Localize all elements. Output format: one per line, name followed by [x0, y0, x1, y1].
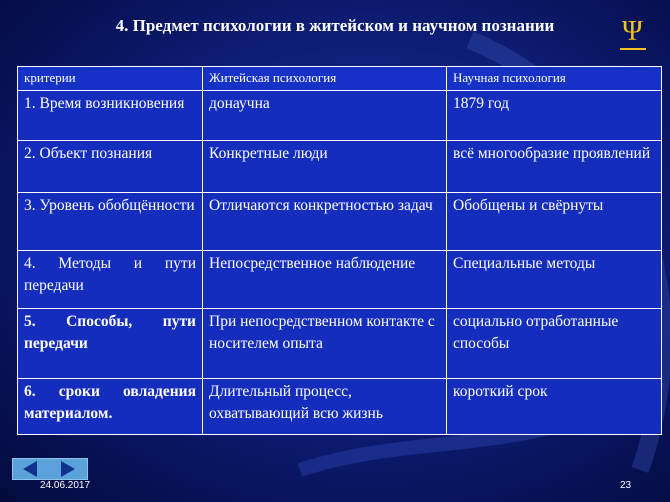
criterion-cell: 1. Время возникновения: [18, 91, 203, 141]
criterion-cell: 4. Методы и пути передачи: [18, 251, 203, 309]
scientific-cell: всё многообразие проявлений: [447, 141, 662, 193]
criterion-cell: 3. Уровень обобщённости: [18, 193, 203, 251]
comparison-table: [17, 66, 662, 435]
criterion-cell: 2. Объект познания: [18, 141, 203, 193]
header-cell-criteria: критерии: [18, 67, 203, 91]
table-row: [18, 379, 662, 435]
header-cell-everyday: Житейская психология: [203, 67, 447, 91]
scientific-cell: короткий срок: [447, 379, 662, 435]
header-cell-scientific: Научная психология: [447, 67, 662, 91]
table-row: [18, 141, 662, 193]
scientific-cell: социально отработанные способы: [447, 309, 662, 379]
everyday-cell: Отличаются конкретностью задач: [203, 193, 447, 251]
criterion-cell: 5. Способы, пути передачи: [18, 309, 203, 379]
table-row: [18, 91, 662, 141]
table-row: [18, 309, 662, 379]
everyday-cell: Длительный процесс, охватывающий всю жизнь: [203, 379, 447, 435]
psi-logo-icon: Ψ: [622, 16, 643, 47]
slide-date: 24.06.2017: [40, 480, 91, 491]
page-number: 23: [620, 480, 632, 491]
arrow-left-icon[interactable]: [23, 461, 37, 477]
table-header-row: [18, 67, 662, 91]
table-row: [18, 193, 662, 251]
arrow-right-icon[interactable]: [61, 461, 75, 477]
everyday-cell: При непосредственном контакте с носителем опыта: [203, 309, 447, 379]
everyday-cell: Непосредственное наблюдение: [203, 251, 447, 309]
everyday-cell: Конкретные люди: [203, 141, 447, 193]
scientific-cell: Обобщены и свёрнуты: [447, 193, 662, 251]
everyday-cell: донаучна: [203, 91, 447, 141]
slide-title: 4. Предмет психологии в житейском и научном познании: [115, 16, 555, 35]
scientific-cell: 1879 год: [447, 91, 662, 141]
scientific-cell: Специальные методы: [447, 251, 662, 309]
table-row: [18, 251, 662, 309]
logo-underline: [620, 48, 646, 50]
criterion-cell: 6. сроки овладения материалом.: [18, 379, 203, 435]
slide-navigation-bar: [12, 458, 88, 480]
